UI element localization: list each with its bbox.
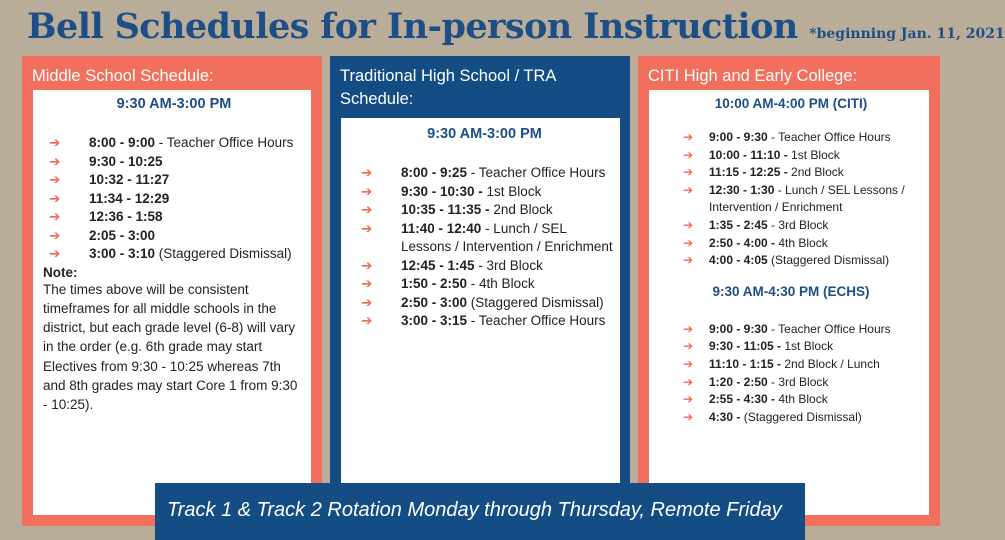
schedule-time: 10:32 - 11:27: [89, 172, 170, 187]
page-title: [27, 6, 1005, 47]
middle-school-time-range: 9:30 AM-3:00 PM: [116, 96, 232, 112]
schedule-desc: - Teacher Office Hours: [767, 321, 891, 336]
arrow-right-icon: ➔: [683, 147, 694, 162]
schedule-item: [43, 227, 305, 246]
schedule-desc: (Staggered Dismissal): [467, 294, 604, 310]
schedule-item: [355, 294, 614, 313]
rotation-banner: [155, 483, 805, 540]
schedule-desc: 1st Block: [787, 147, 840, 162]
schedule-time: 9:00 - 9:30: [709, 130, 768, 144]
schedule-desc: - Lunch / SEL Lessons / Intervention / Enrichment: [401, 220, 613, 254]
schedule-time: 11:34 - 12:29: [89, 190, 170, 206]
schedule-item: [355, 312, 614, 331]
schedule-time: 2:50 - 4:00 -: [709, 235, 776, 250]
arrow-right-icon: ➔: [361, 220, 373, 236]
schedule-item: [659, 129, 923, 147]
schedule-item: [659, 374, 923, 392]
arrow-right-icon: ➔: [361, 294, 373, 310]
schedule-time: 3:00 - 3:15: [401, 313, 468, 328]
schedule-desc: - Teacher Office Hours: [155, 135, 294, 150]
schedule-item: [355, 183, 614, 202]
schedule-item: [355, 220, 614, 257]
arrow-right-icon: ➔: [683, 409, 694, 424]
schedule-time: 12:30 - 1:30: [709, 182, 775, 197]
arrow-right-icon: ➔: [49, 153, 61, 169]
schedule-item: [659, 391, 923, 409]
echs-schedule-list: [659, 321, 923, 427]
schedule-item: [659, 356, 923, 374]
arrow-right-icon: ➔: [49, 172, 61, 187]
citi-schedule-list: [659, 129, 923, 270]
schedule-item: [355, 257, 614, 276]
schedule-item: [43, 190, 305, 209]
note-body: The times above will be consistent timeframes for all middle schools in the district, but each grade level (6-8) will vary in the order (e.g. 6th grade may start Electives from 9:30 - 10:25 whereas 7th and 8th grades may start Core 1 from 9:30 - 10:25).: [43, 281, 298, 413]
note-title: Note:: [43, 264, 78, 280]
schedule-item: [43, 245, 305, 264]
schedule-time: 9:30 - 10:25: [89, 153, 163, 169]
arrow-right-icon: ➔: [683, 165, 694, 180]
arrow-right-icon: ➔: [361, 257, 373, 273]
schedule-item: [659, 235, 923, 253]
arrow-right-icon: ➔: [683, 321, 694, 336]
schedule-time: 10:35 - 11:35 -: [401, 202, 490, 217]
schedule-item: [43, 153, 305, 172]
schedule-time: 3:00 - 3:10: [89, 246, 156, 261]
arrow-right-icon: ➔: [683, 217, 694, 232]
schedule-item: [659, 252, 923, 270]
arrow-right-icon: ➔: [361, 165, 373, 180]
arrow-right-icon: ➔: [683, 392, 694, 407]
schedule-desc: - 3rd Block: [767, 217, 829, 232]
arrow-right-icon: ➔: [683, 235, 694, 250]
schedule-desc: 4th Block: [775, 392, 828, 407]
citi-heading: CITI High and Early College:: [648, 67, 858, 85]
middle-school-panel: [22, 56, 322, 526]
schedule-desc: - 3rd Block: [474, 257, 543, 273]
schedule-time: 11:15 - 12:25 -: [709, 165, 788, 180]
arrow-right-icon: ➔: [361, 183, 373, 199]
schedule-desc: - 4th Block: [467, 276, 535, 291]
schedule-time: 9:30 - 10:30 -: [401, 183, 483, 199]
arrow-right-icon: ➔: [683, 356, 694, 371]
schedule-item: [355, 201, 614, 220]
schedule-item: [43, 208, 305, 227]
arrow-right-icon: ➔: [683, 130, 694, 144]
schedule-time: 8:00 - 9:25: [401, 165, 468, 180]
high-school-card: [341, 118, 620, 533]
high-school-heading: Traditional High School / TRA Schedule:: [340, 67, 556, 108]
schedule-desc: - Lunch / SEL Lessons / Intervention / Enrichment: [709, 182, 905, 215]
middle-school-card: [33, 90, 311, 515]
schedule-item: [659, 217, 923, 235]
schedule-desc: (Staggered Dismissal): [740, 409, 862, 424]
arrow-right-icon: ➔: [49, 209, 61, 224]
schedule-time: 12:36 - 1:58: [89, 209, 163, 224]
schedule-item: [659, 409, 923, 427]
arrow-right-icon: ➔: [49, 190, 61, 206]
title-subtitle: *beginning Jan. 11, 2021: [809, 26, 1005, 42]
arrow-right-icon: ➔: [49, 246, 61, 261]
schedule-time: 11:10 - 1:15 -: [709, 356, 782, 371]
schedule-desc: 2nd Block: [489, 202, 553, 217]
schedule-desc: 1st Block: [781, 339, 834, 354]
schedule-item: [355, 164, 614, 183]
citi-time-range: 10:00 AM-4:00 PM (CITI): [714, 96, 868, 111]
schedule-desc: - Teacher Office Hours: [767, 130, 891, 144]
schedule-desc: - Teacher Office Hours: [467, 165, 606, 180]
schedule-desc: 1st Block: [482, 183, 542, 199]
schedule-time: 1:35 - 2:45: [709, 217, 768, 232]
citi-panel: [638, 56, 940, 526]
schedule-desc: 2nd Block: [787, 165, 844, 180]
schedule-time: 1:20 - 2:50: [709, 374, 768, 389]
echs-time-range: 9:30 AM-4:30 PM (ECHS): [712, 283, 870, 299]
rotation-banner-text: Track 1 & Track 2 Rotation Monday through Thursday, Remote Friday: [167, 499, 782, 521]
schedule-item: [659, 338, 923, 356]
schedule-item: [43, 134, 305, 153]
high-school-panel: [330, 56, 630, 526]
schedule-time: 10:00 - 11:10 -: [709, 147, 788, 162]
arrow-right-icon: ➔: [49, 227, 61, 243]
arrow-right-icon: ➔: [683, 339, 694, 354]
arrow-right-icon: ➔: [49, 135, 61, 150]
title-main: Bell Schedules for In-person Instruction: [27, 6, 798, 47]
arrow-right-icon: ➔: [683, 374, 694, 389]
arrow-right-icon: ➔: [361, 276, 373, 291]
schedule-time: 11:40 - 12:40: [401, 220, 482, 236]
schedule-time: 4:30 -: [709, 409, 741, 424]
middle-school-schedule-list: [43, 134, 305, 264]
high-school-schedule-list: [355, 164, 614, 331]
schedule-time: 2:05 - 3:00: [89, 227, 156, 243]
arrow-right-icon: ➔: [683, 253, 694, 268]
citi-card: [649, 90, 929, 515]
schedule-time: 12:45 - 1:45: [401, 257, 475, 273]
schedule-item: [659, 182, 923, 217]
arrow-right-icon: ➔: [361, 202, 373, 217]
schedule-desc: - 3rd Block: [767, 374, 829, 389]
schedule-desc: 4th Block: [775, 235, 828, 250]
arrow-right-icon: ➔: [683, 182, 694, 197]
high-school-time-range: 9:30 AM-3:00 PM: [427, 126, 542, 142]
schedule-time: 2:55 - 4:30 -: [709, 392, 776, 407]
schedule-item: [659, 164, 923, 182]
schedule-time: 8:00 - 9:00: [89, 135, 156, 150]
schedule-desc: (Staggered Dismissal): [767, 253, 890, 268]
middle-school-heading: Middle School Schedule:: [32, 67, 214, 85]
schedule-time: 9:30 - 11:05 -: [709, 339, 782, 354]
schedule-item: [355, 275, 614, 294]
schedule-item: [659, 321, 923, 339]
schedule-time: 2:50 - 3:00: [401, 294, 468, 310]
schedule-time: 4:00 - 4:05: [709, 253, 768, 268]
schedule-time: 1:50 - 2:50: [401, 276, 468, 291]
schedule-time: 9:00 - 9:30: [709, 321, 768, 336]
schedule-desc: - Teacher Office Hours: [467, 313, 606, 328]
schedule-item: [43, 171, 305, 190]
arrow-right-icon: ➔: [361, 313, 373, 328]
schedule-desc: (Staggered Dismissal): [155, 246, 292, 261]
schedule-item: [659, 147, 923, 165]
schedule-desc: 2nd Block / Lunch: [781, 356, 880, 371]
